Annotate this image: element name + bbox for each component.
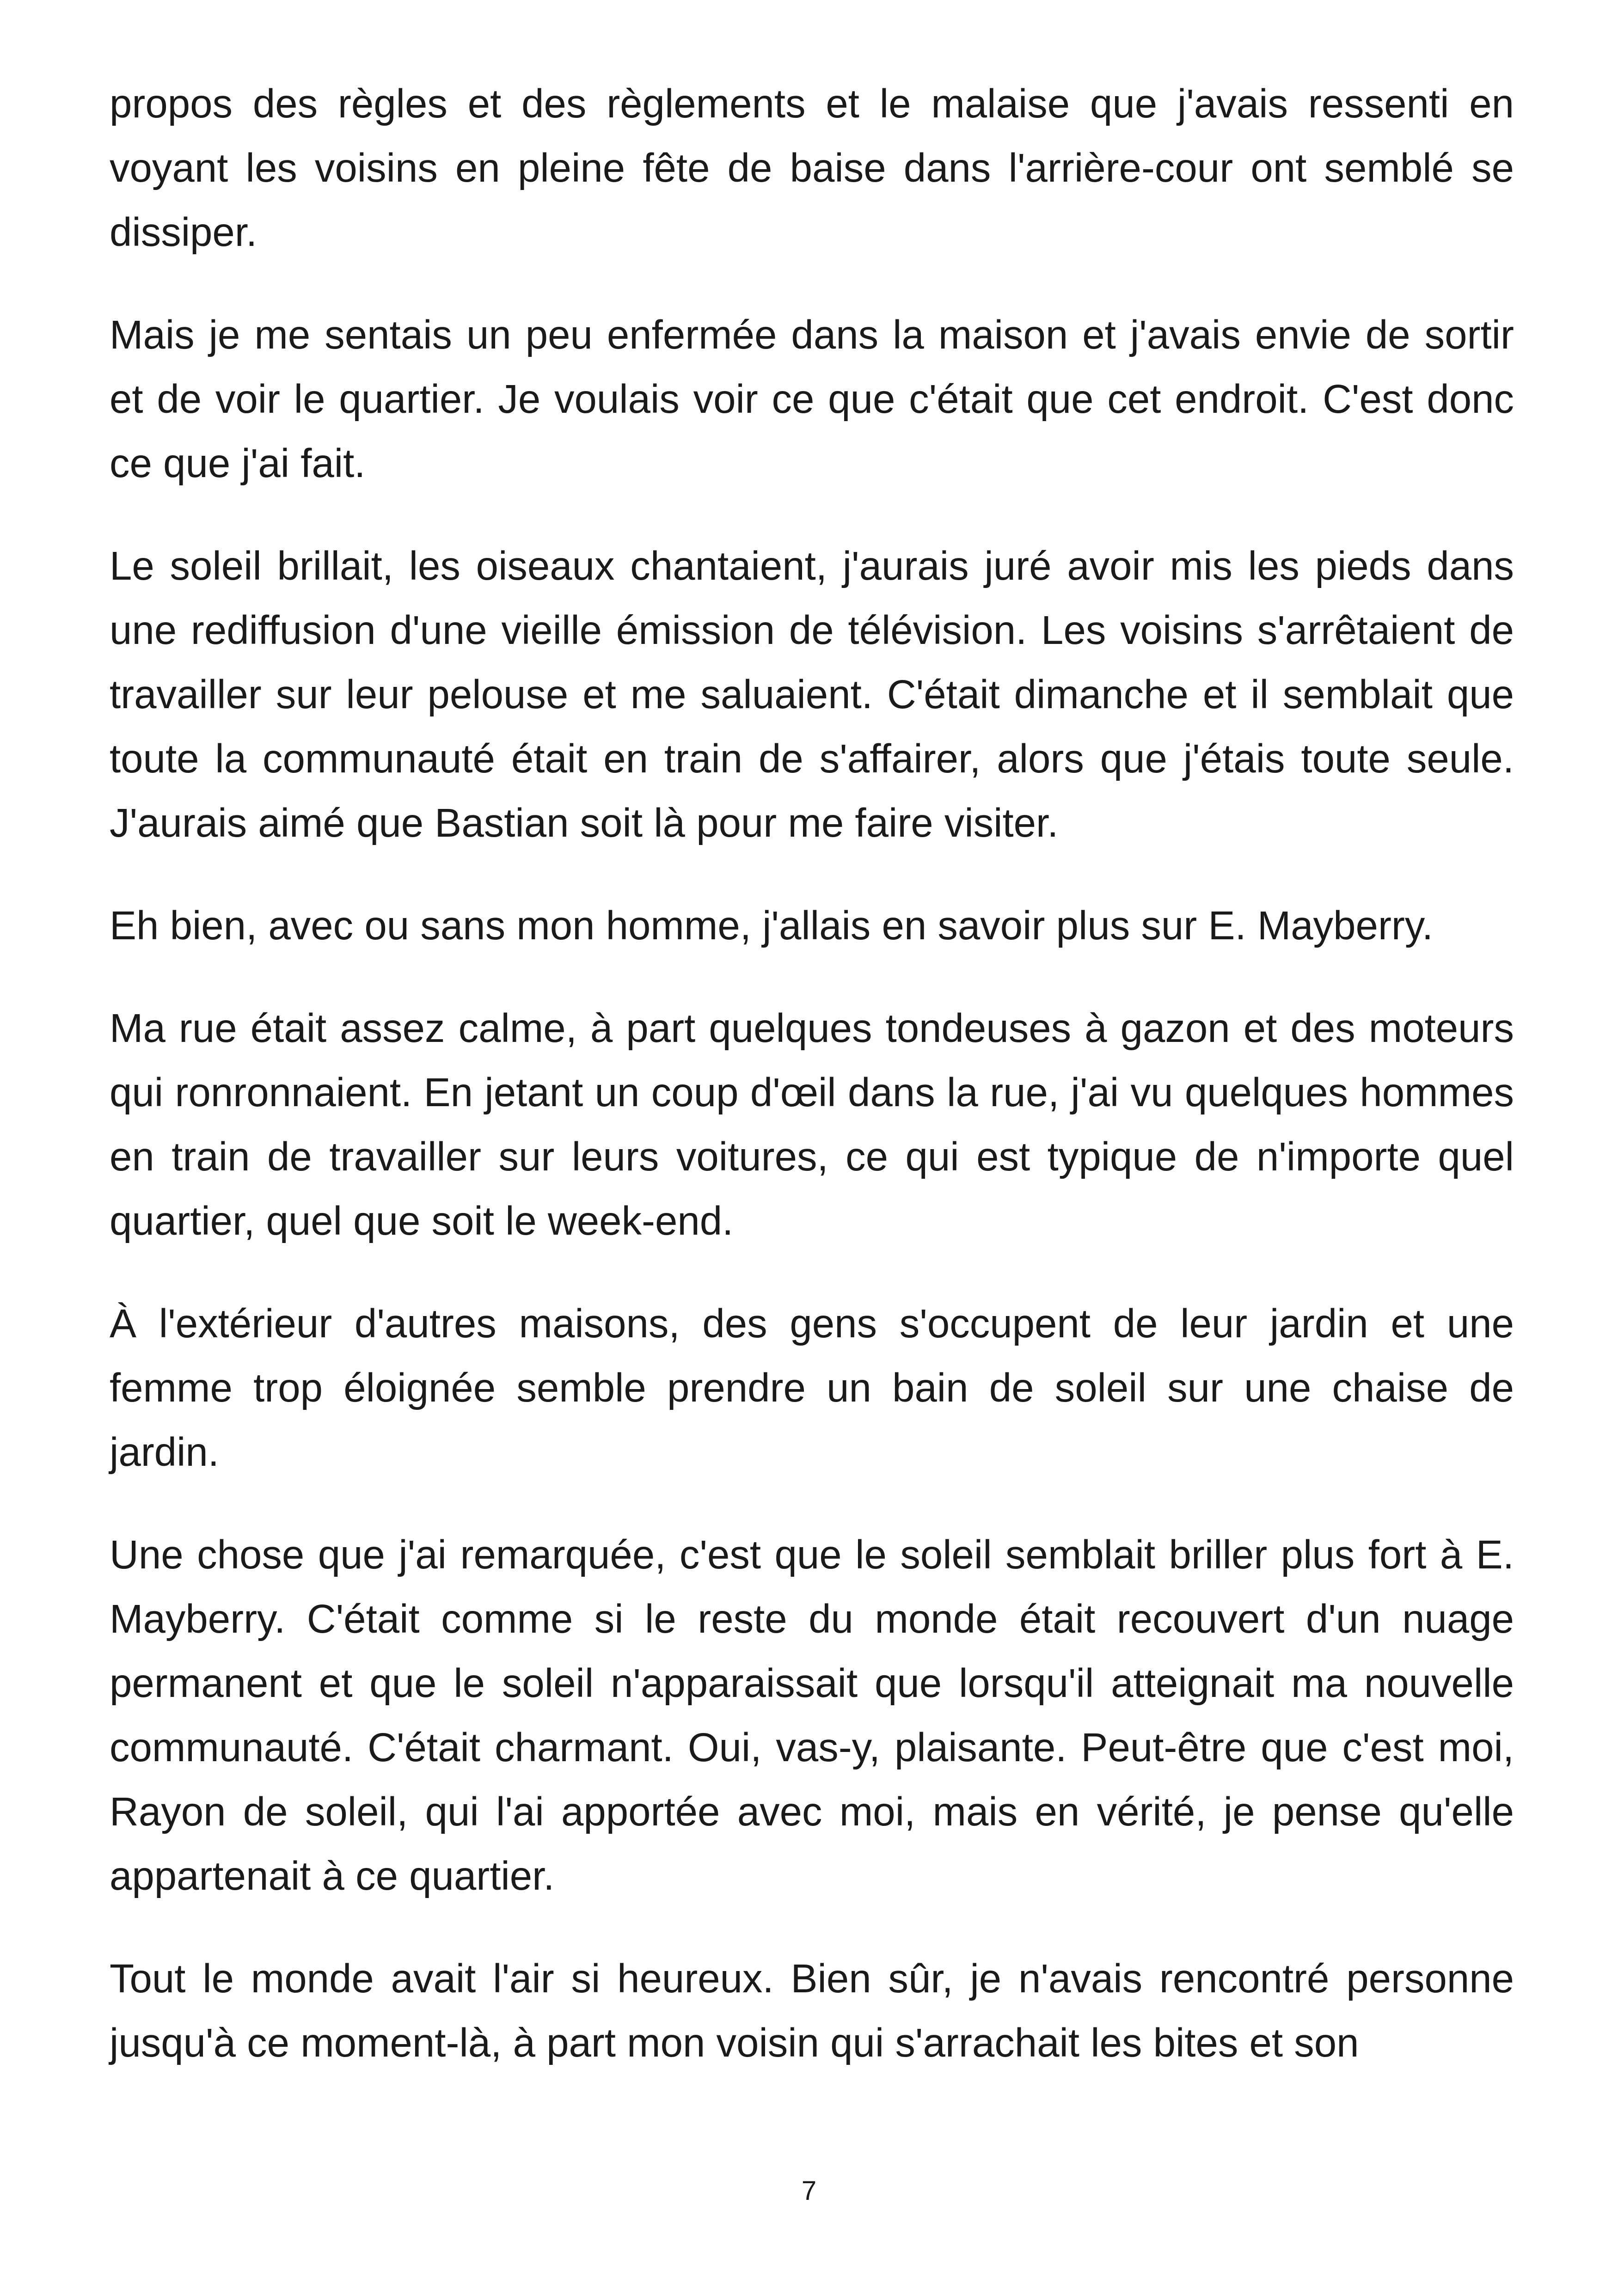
paragraph: Le soleil brillait, les oiseaux chantaient, j'aurais juré avoir mis les pieds dans une rediffusion d'une vieille émission de télévision. Les voisins s'arrêtaient de travailler sur leur pelouse et me saluaient. C'était dimanche et il semblait que toute la communauté était en train de s'affairer, alors que j'étais toute seule. J'aurais aimé que Bastian soit là pour me faire visiter.	[110, 544, 1514, 845]
paragraph: Tout le monde avait l'air si heureux. Bien sûr, je n'avais rencontré personne jusqu'à ce moment-là, à part mon voisin qui s'arrachait les bites et son	[110, 1956, 1514, 2065]
paragraph: Une chose que j'ai remarquée, c'est que le soleil semblait briller plus fort à E. Mayberry. C'était comme si le reste du monde était recouvert d'un nuage permanent et que le soleil n'apparaissait que lorsqu'il atteignait ma nouvelle communauté. C'était charmant. Oui, vas-y, plaisante. Peut-être que c'est moi, Rayon de soleil, qui l'ai apportée avec moi, mais en vérité, je pense qu'elle appartenait à ce quartier.	[110, 1532, 1514, 1898]
paragraph: Ma rue était assez calme, à part quelques tondeuses à gazon et des moteurs qui ronronnaient. En jetant un coup d'œil dans la rue, j'ai vu quelques hommes en train de travailler sur leurs voitures, ce qui est typique de n'importe quel quartier, quel que soit le week-end.	[110, 1006, 1514, 1243]
paragraph: À l'extérieur d'autres maisons, des gens s'occupent de leur jardin et une femme trop éloignée semble prendre un bain de soleil sur une chaise de jardin.	[110, 1301, 1514, 1475]
page-number: 7	[801, 2176, 817, 2206]
paragraph: Eh bien, avec ou sans mon homme, j'allais en savoir plus sur E. Mayberry.	[110, 903, 1434, 948]
paragraph: Mais je me sentais un peu enfermée dans la maison et j'avais envie de sortir et de voir le quartier. Je voulais voir ce que c'était que cet endroit. C'est donc ce que j'ai fait.	[110, 312, 1514, 486]
paragraph: propos des règles et des règlements et le malaise que j'avais ressenti en voyant les voisins en pleine fête de baise dans l'arrière-cour ont semblé se dissiper.	[110, 81, 1514, 255]
body-text	[110, 72, 1514, 2113]
